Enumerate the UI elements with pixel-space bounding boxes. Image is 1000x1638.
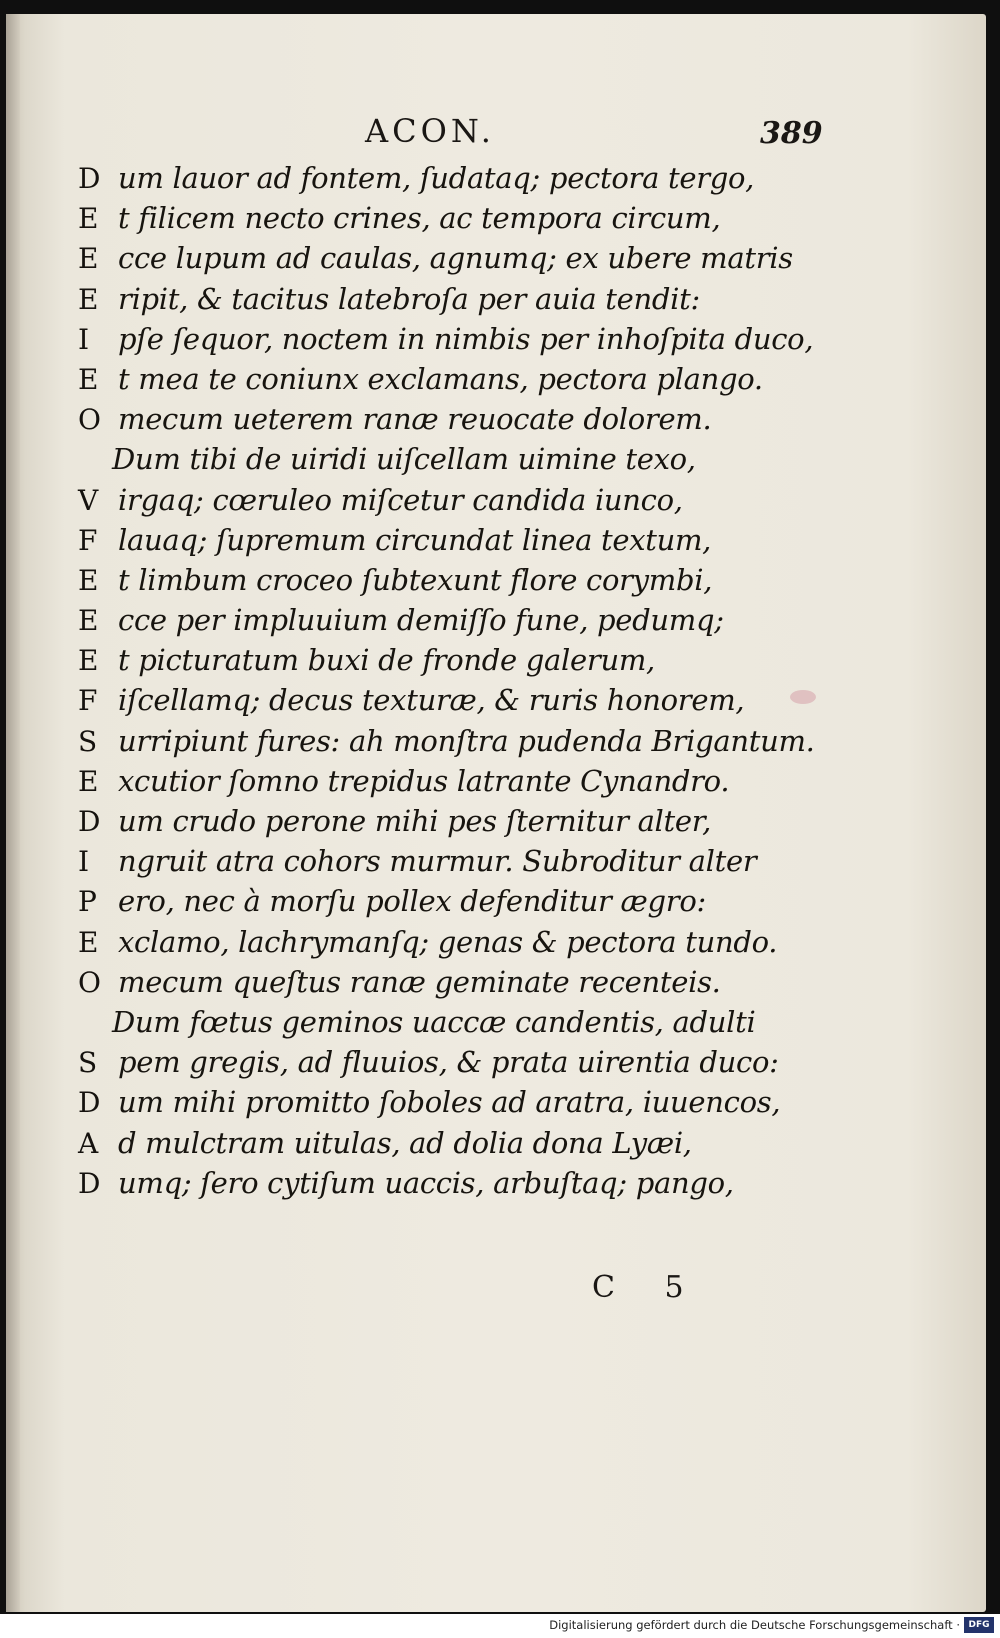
verse-text: xcutior ſomno trepidus latrante Cynandro. [118,763,730,798]
verse-text: um mihi promitto ſoboles ad aratra, iuuencos, [118,1085,781,1120]
verse-line [78,801,918,841]
verse-text: lauaq; ſupremum circundat linea textum, [118,522,712,557]
verse-line [78,881,918,921]
verse-text: d mulctram uitulas, ad dolia dona Lyæi, [118,1125,692,1160]
verse-line [78,1042,918,1082]
verse-line [78,399,918,439]
verse-line [78,1082,918,1122]
verse-initial: O [78,965,101,999]
verse-text: xclamo, lachrymanſq; genas & pectora tundo. [118,924,778,959]
verse-line [78,319,918,359]
verse-line [78,279,918,319]
verse-line [78,520,918,560]
verse-initial: D [78,1086,101,1120]
verse-text: t limbum croceo ſubtexunt flore corymbi, [118,562,713,597]
verse-text: t picturatum buxi de fronde galerum, [118,643,655,678]
verse-initial: F [78,684,98,718]
verse-line [78,841,918,881]
verse-initial: E [78,362,99,396]
verse-initial: D [78,162,101,195]
verse-text: ero, nec à morſu pollex defenditur ægro: [118,884,706,919]
verse-text: t mea te coniunx exclamans, pectora plango. [118,361,763,396]
verse-text: irgaq; cœruleo miſcetur candida iunco, [118,482,683,517]
verse-text: Dum fœtus geminos uaccæ candentis, adulti [112,1004,756,1039]
footer-bar [0,1614,1000,1638]
verse-initial: O [78,403,101,437]
verse-initial: E [78,764,99,798]
verse-text: mecum ueterem ranæ reuocate dolorem. [118,402,712,437]
verse-text: Dum tibi de uiridi uiſcellam uimine texo, [112,442,696,477]
verse-initial: D [78,1166,101,1200]
verse-initial: S [78,1046,98,1080]
verse-text: pem gregis, ad fluuios, & prata uirentia duco: [118,1045,779,1080]
verse-line [78,238,918,278]
verse-text: pſe ſequor, noctem in nimbis per inhoſpita duco, [118,321,814,356]
verse-initial: A [78,1126,99,1160]
verse-text: umq; ſero cytiſum uaccis, arbuſtaq; pango, [118,1165,734,1200]
dfg-logo: DFG [964,1617,994,1633]
verse-text: iſcellamq; decus texturæ, & ruris honorem, [118,683,745,718]
verse-text: um lauor ad fontem, ſudataq; pectora tergo, [118,161,755,195]
verse-line [78,922,918,962]
signature-mark: C 5 [592,1270,704,1305]
verse-line [78,1123,918,1163]
verse-line [78,761,918,801]
verse-text: urripiunt fures: ah monſtra pudenda Brigantum. [118,723,815,758]
page-gutter [6,14,20,1612]
verse-text: ngruit atra cohors murmur. Subroditur alter [118,844,757,879]
verse-initial: E [78,563,99,597]
verse-text: cce per impluuium demiſſo fune, pedumq; [118,603,724,638]
page-header [0,112,1000,162]
verse-initial: E [78,925,99,959]
verse-initial: I [78,845,90,879]
footer-credit: Digitalisierung gefördert durch die Deutsche Forschungsgemeinschaft · [549,1618,960,1632]
verse-block [78,158,918,1203]
verse-initial: E [78,242,99,276]
verse-text: t filicem necto crines, ac tempora circum, [118,201,721,236]
verse-initial: F [78,523,98,557]
verse-initial: I [78,322,90,356]
verse-line [78,198,918,238]
verse-text: ripit, & tacitus latebroſa per auia tendit: [118,281,700,316]
verse-line [78,640,918,680]
verse-line [78,1163,918,1203]
verse-initial: V [78,483,99,517]
verse-initial: E [78,644,99,678]
verse-line [78,158,918,198]
verse-line [78,1002,918,1042]
verse-line [78,600,918,640]
verse-initial: E [78,202,99,236]
verse-text: cce lupum ad caulas, agnumq; ex ubere matris [118,241,793,276]
verse-line [78,680,918,720]
verse-initial: E [78,282,99,316]
verse-text: um crudo perone mihi pes ſternitur alter, [118,804,712,838]
verse-initial: E [78,604,99,638]
verse-line [78,721,918,761]
verse-line [78,359,918,399]
verse-initial: S [78,724,98,758]
verse-initial: P [78,885,97,919]
verse-line [78,480,918,520]
verse-line [78,962,918,1002]
verse-line [78,439,918,479]
page-number: 389 [760,116,823,151]
running-title: ACON. [365,112,495,150]
verse-text: mecum queſtus ranæ geminate recenteis. [118,964,721,999]
verse-line [78,560,918,600]
verse-initial: D [78,805,101,838]
